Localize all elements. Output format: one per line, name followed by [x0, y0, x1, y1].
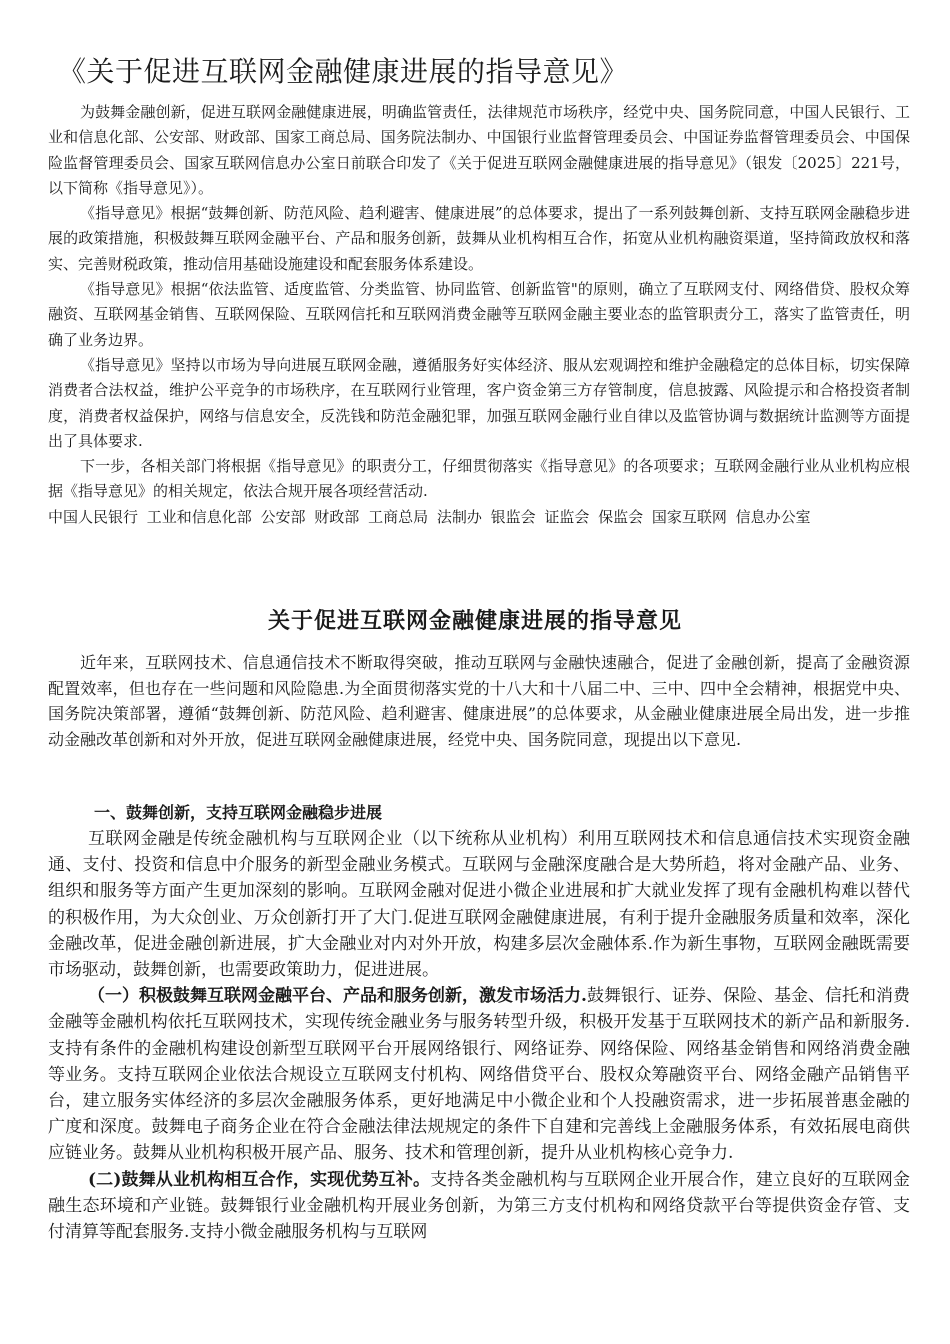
item-two-body: 支持各类金融机构与互联网企业开展合作，建立良好的互联网金融生态环境和产业链。鼓舞银行业金融机构开展业务创新，为第三方支付机构和网络贷款平台等提供资金存管、支付清算等配套服务.支持小微金融服务机构与互联网: [48, 1169, 910, 1243]
section-heading: 一、鼓舞创新，支持互联网金融稳步进展: [94, 803, 383, 822]
section-one: [48, 800, 910, 1245]
item-two-title: (二)鼓舞从业机构相互合作，实现优势互补。: [88, 1169, 431, 1190]
section-paragraph: 互联网金融是传统金融机构与互联网企业（以下统称从业机构）利用互联网技术和信息通信技术实现资金融通、支付、投资和信息中介服务的新型金融业务模式。互联网与金融深度融合是大势所趋，将对金融产品、业务、组织和服务等方面产生更加深刻的影响。互联网金融对促进小微企业进展和扩大就业发挥了现有金融机构难以替代的积极作用，为大众创业、万众创新打开了大门.促进互联网金融健康进展，有利于提升金融服务质量和效率，深化金融改革，促进金融创新进展，扩大金融业对内对外开放，构建多层次金融体系.作为新生事物，互联网金融既需要市场驱动，鼓舞创新，也需要政策助力，促进进展。: [48, 829, 910, 981]
intro-paragraph: 为鼓舞金融创新，促进互联网金融健康进展，明确监管责任，法律规范市场秩序，经党中央、国务院同意，中国人民银行、工业和信息化部、公安部、财政部、国家工商总局、国务院法制办、中国银行业监督管理委员会、中国证券监督管理委员会、中国保险监督管理委员会、国家互联网信息办公室日前联合印发了《关于促进互联网金融健康进展的指导意见》（银发〔2025〕221号，以下简称《指导意见》）。: [48, 103, 910, 197]
preface-paragraph: 近年来，互联网技术、信息通信技术不断取得突破，推动互联网与金融快速融合，促进了金融创新，提高了金融资源配置效率，但也存在一些问题和风险隐患.为全面贯彻落实党的十八大和十八届二中、三中、四中全会精神，根据党中央、国务院决策部署，遵循“鼓舞创新、防范风险、趋利避害、健康进展”的总体要求，从金融业健康进展全局出发，进一步推动金融改革创新和对外开放，促进互联网金融健康进展，经党中央、国务院同意，现提出以下意见.: [48, 653, 910, 749]
signatories: 中国人民银行 工业和信息化部 公安部 财政部 工商总局 法制办 银监会 证监会 保监会 国家互联网 信息办公室: [48, 507, 811, 526]
document-title: 《关于促进互联网金融健康进展的指导意见》: [58, 55, 629, 88]
item-two: [48, 1167, 910, 1246]
opinion-title: 关于促进互联网金融健康进展的指导意见: [267, 608, 682, 634]
preface-section: [48, 650, 910, 752]
intro-paragraph: 下一步，各相关部门将根据《指导意见》的职责分工，仔细贯彻落实《指导意见》的各项要求；互联网金融行业从业机构应根据《指导意见》的相关规定，依法合规开展各项经营活动.: [48, 457, 910, 501]
intro-paragraph: 《指导意见》坚持以市场为导向进展互联网金融，遵循服务好实体经济、服从宏观调控和维护金融稳定的总体目标，切实保障消费者合法权益，维护公平竞争的市场秩序，在互联网行业管理，客户资金第三方存管制度，信息披露、风险提示和合格投资者制度，消费者权益保护，网络与信息安全，反洗钱和防范金融犯罪，加强互联网金融行业自律以及监管协调与数据统计监测等方面提出了具体要求.: [48, 355, 910, 450]
item-one-body: 鼓舞银行、证券、保险、基金、信托和消费金融等金融机构依托互联网技术，实现传统金融业务与服务转型升级，积极开发基于互联网技术的新产品和新服务.支持有条件的金融机构建设创新型互联网平台开展网络银行、网络证券、网络保险、网络基金销售和网络消费金融等业务。支持互联网企业依法合规设立互联网支付机构、网络借贷平台、股权众筹融资平台、网络金融产品销售平台，建立服务实体经济的多层次金融服务体系，更好地满足中小微企业和个人投融资需求，进一步拓展普惠金融的广度和深度。鼓舞电子商务企业在符合金融法律法规规定的条件下自建和完善线上金融服务体系，有效拓展电商供应链业务。鼓舞从业机构积极开展产品、服务、技术和管理创新，提升从业机构核心竞争力.: [48, 986, 910, 1164]
intro-paragraph: 《指导意见》根据“依法监管、适度监管、分类监管、协同监管、创新监管"的原则，确立了互联网支付、网络借贷、股权众筹融资、互联网基金销售、互联网保险、互联网信托和互联网消费金融等互联网金融主要业态的监管职责分工，落实了监管责任，明确了业务边界。: [48, 280, 910, 349]
intro-paragraph: 《指导意见》根据“鼓舞创新、防范风险、趋利避害、健康进展”的总体要求，提出了一系列鼓舞创新、支持互联网金融稳步进展的政策措施，积极鼓舞互联网金融平台、产品和服务创新，鼓舞从业机构相互合作，拓宽从业机构融资渠道，坚持简政放权和落实、完善财税政策，推动信用基础设施建设和配套服务体系建设。: [48, 204, 910, 273]
intro-section: [48, 100, 910, 530]
item-one: [48, 983, 910, 1166]
item-one-title: （一）积极鼓舞互联网金融平台、产品和服务创新，激发市场活力.: [88, 986, 587, 1007]
